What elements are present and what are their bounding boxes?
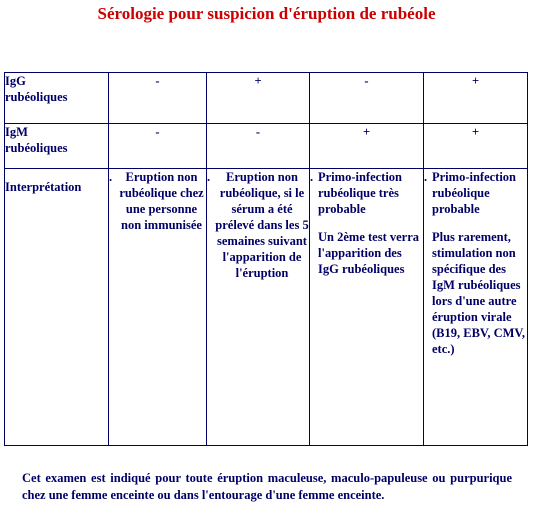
interpretation-extra: Plus rarement, stimulation non spécifique des IgM rubéoliques lors d'une autre éruption virale (B19, EBV, CMV, etc.) bbox=[432, 230, 525, 356]
table-row-igm bbox=[5, 124, 528, 169]
interpretation-1: . Eruption non rubéolique chez une personne non immunisée bbox=[109, 169, 207, 446]
igm-value-2: - bbox=[207, 124, 310, 169]
interpretation-text: Primo-infection rubéolique très probable bbox=[318, 170, 403, 216]
row-header-igg: IgG rubéoliques bbox=[5, 73, 109, 124]
row-header-igm: IgM rubéoliques bbox=[5, 124, 109, 169]
footer-note: Cet examen est indiqué pour toute éruption maculeuse, maculo-papuleuse ou purpurique chez une femme enceinte ou dans l'entourage d'une femme enceinte. bbox=[22, 471, 512, 502]
row-header-interpretation: Interprétation bbox=[5, 169, 109, 446]
table-row-interpretation bbox=[5, 169, 528, 446]
igg-value-3: - bbox=[310, 73, 424, 124]
interpretation-4: . Primo-infection rubéolique probable Plus rarement, stimulation non spécifique des IgM rubéoliques lors d'une autre éruption virale (B19, EBV, CMV, etc.) bbox=[424, 169, 528, 446]
page-title: Sérologie pour suspicion d'éruption de rubéole bbox=[97, 4, 436, 23]
igm-value-3: + bbox=[310, 124, 424, 169]
interpretation-text: Eruption non rubéolique chez une personne non immunisée bbox=[119, 170, 204, 232]
interpretation-2: . Eruption non rubéolique, si le sérum a été prélevé dans les 5 semaines suivant l'apparition de l'éruption bbox=[207, 169, 310, 446]
igg-value-2: + bbox=[207, 73, 310, 124]
igg-value-1: - bbox=[109, 73, 207, 124]
interpretation-3: . Primo-infection rubéolique très probable Un 2ème test verra l'apparition des IgG rubéoliques bbox=[310, 169, 424, 446]
interpretation-text: Primo-infection rubéolique probable bbox=[432, 170, 517, 216]
table-row-igg bbox=[5, 73, 528, 124]
igm-value-1: - bbox=[109, 124, 207, 169]
interpretation-extra: Un 2ème test verra l'apparition des IgG rubéoliques bbox=[318, 230, 419, 276]
igm-value-4: + bbox=[424, 124, 528, 169]
serology-table bbox=[4, 72, 528, 446]
igg-value-4: + bbox=[424, 73, 528, 124]
interpretation-text: Eruption non rubéolique, si le sérum a été prélevé dans les 5 semaines suivant l'apparition de l'éruption bbox=[215, 170, 309, 280]
